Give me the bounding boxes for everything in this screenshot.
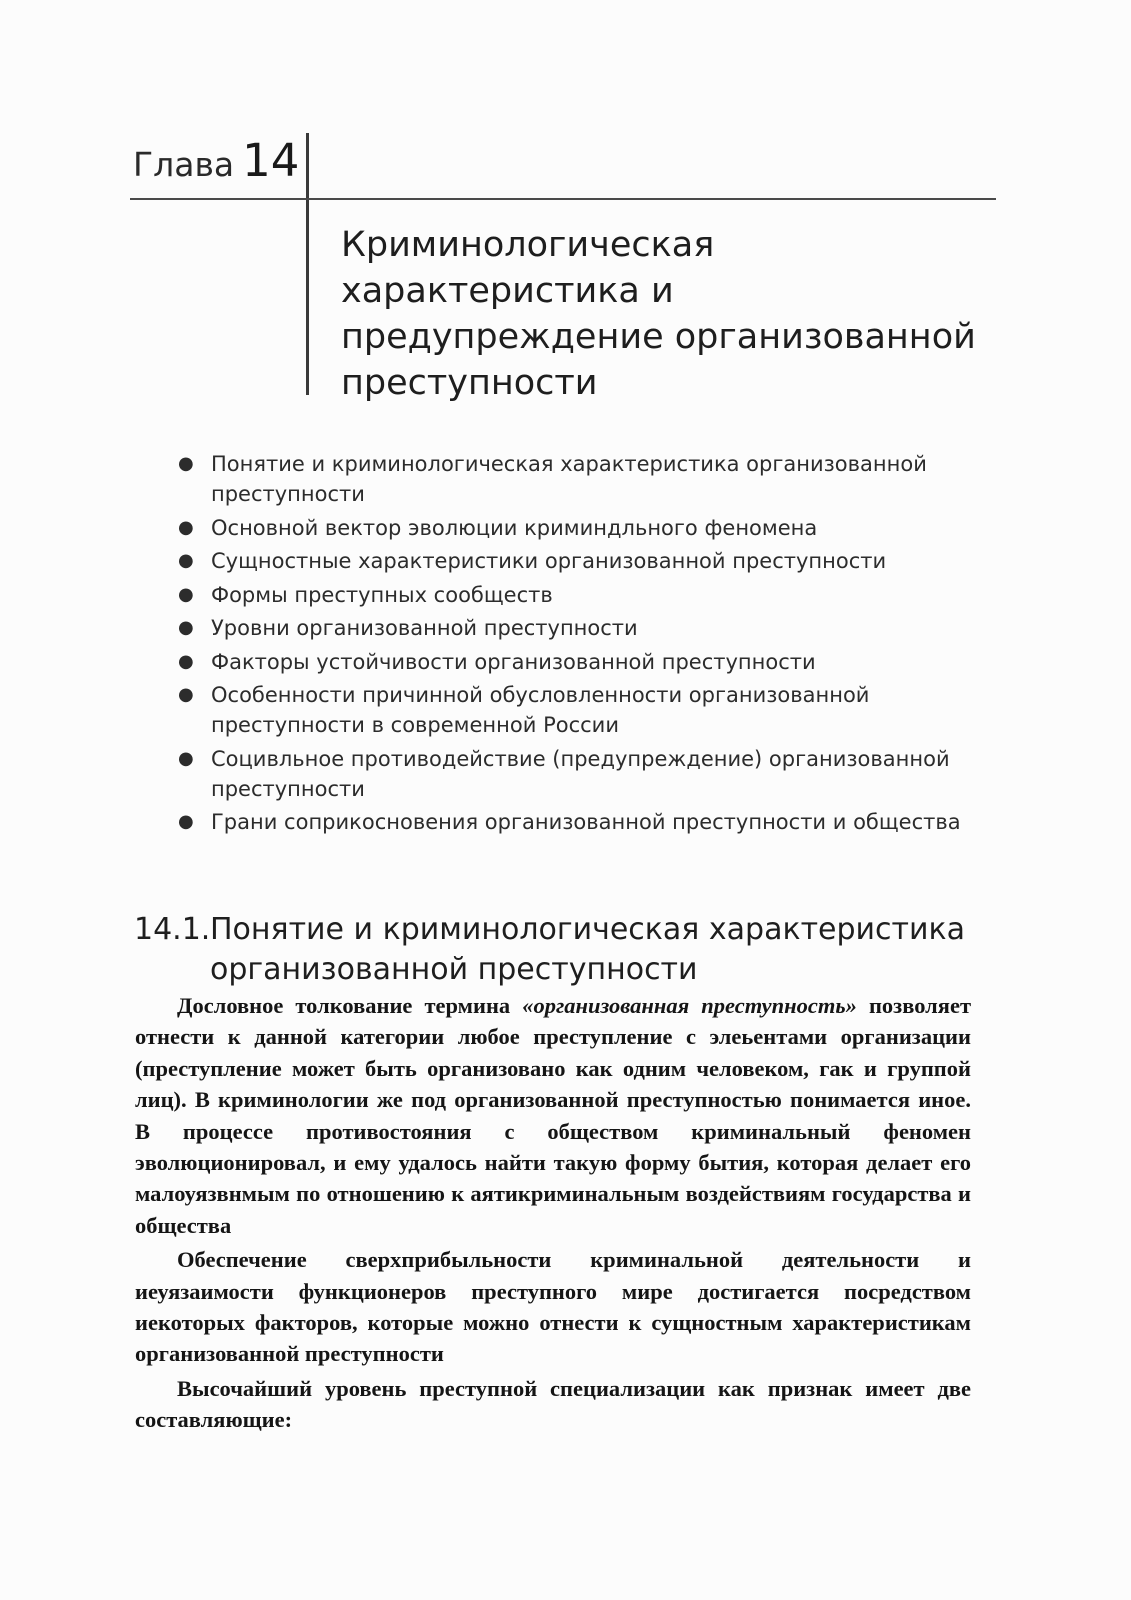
paragraph [135,990,971,1241]
paragraph-text: Дословное толкование термина [177,993,523,1018]
topic-item [176,680,976,740]
topic-text: Формы преступных сообществ [211,582,553,607]
topic-text: Социвльное противодействие (предупреждение) организованной преступности [211,746,950,801]
chapter-number: 14 [242,134,300,187]
paragraph: Обеспечение сверхприбыльности криминальной деятельности и иеуязаимости функционеров преступного мире достигается посредством иекоторых факторов, которые можно отнести к сущностным характеристикам организованной преступности [135,1247,971,1367]
body-text [135,990,971,1436]
chapter-label [133,134,299,187]
paragraph-text: позволяет отнести к данной категории любое преступление с элеьентами организации (преступление может быть организовано как одним человеком, гак и группой лиц). В криминологии же под организованной преступностью понимается иное. В процессе противостояния с обществом криминальный феномен эволюционировал, и ему удалось найти такую форму бытия, которая делает его малоуязвнмым по отношению к аятикриминальным воздействиям государства и общества [135,993,971,1238]
bullet-icon: ● [178,516,194,538]
topic-item [176,546,976,576]
section-heading [134,910,994,990]
bullet-icon: ● [178,453,194,474]
topic-text: Понятие и криминологическая характеристика организованной преступности [211,452,927,506]
chapter-horizontal-rule [130,198,996,200]
bullet-icon: ● [178,550,194,571]
section-title: Понятие и криминологическая характеристика организованной преступности [210,912,966,987]
section-number: 14.1. [134,912,211,947]
chapter-topics-list [176,449,976,841]
chapter-vertical-rule [306,133,309,395]
bullet-icon: ● [178,684,194,705]
topic-text: Факторы устойчивости организованной преступности [211,649,816,674]
chapter-title: Криминологическая характеристика и предупреждение организованной преступности [341,225,976,403]
topic-text: Основной вектор эволюции криминдльного феномена [211,515,818,540]
paragraph: Высочайший уровень преступной специализации как признак имеет две составляющие: [135,1375,971,1433]
topic-text: Сущностные характеристики организованной преступности [211,549,887,573]
bullet-icon: ● [178,583,194,605]
bullet-icon: ● [178,747,194,769]
bullet-icon: ● [178,617,194,638]
bullet-icon: ● [178,650,194,672]
topic-item [176,647,976,677]
chapter-word: Глава [133,145,235,184]
topic-item [176,580,976,610]
topic-text: Грани соприкосновения организованной преступности и общества [211,810,961,834]
topic-item [176,449,976,509]
topic-item [176,513,976,543]
topic-text: Особенности причинной обусловленности организованной преступности в современной России [211,683,870,737]
topic-item [176,613,976,643]
topic-item [176,807,976,837]
topic-item [176,744,976,804]
emphasized-term: «организованная преступность» [522,993,857,1018]
topic-text: Уровни организованной преступности [211,616,638,640]
bullet-icon: ● [178,811,194,832]
